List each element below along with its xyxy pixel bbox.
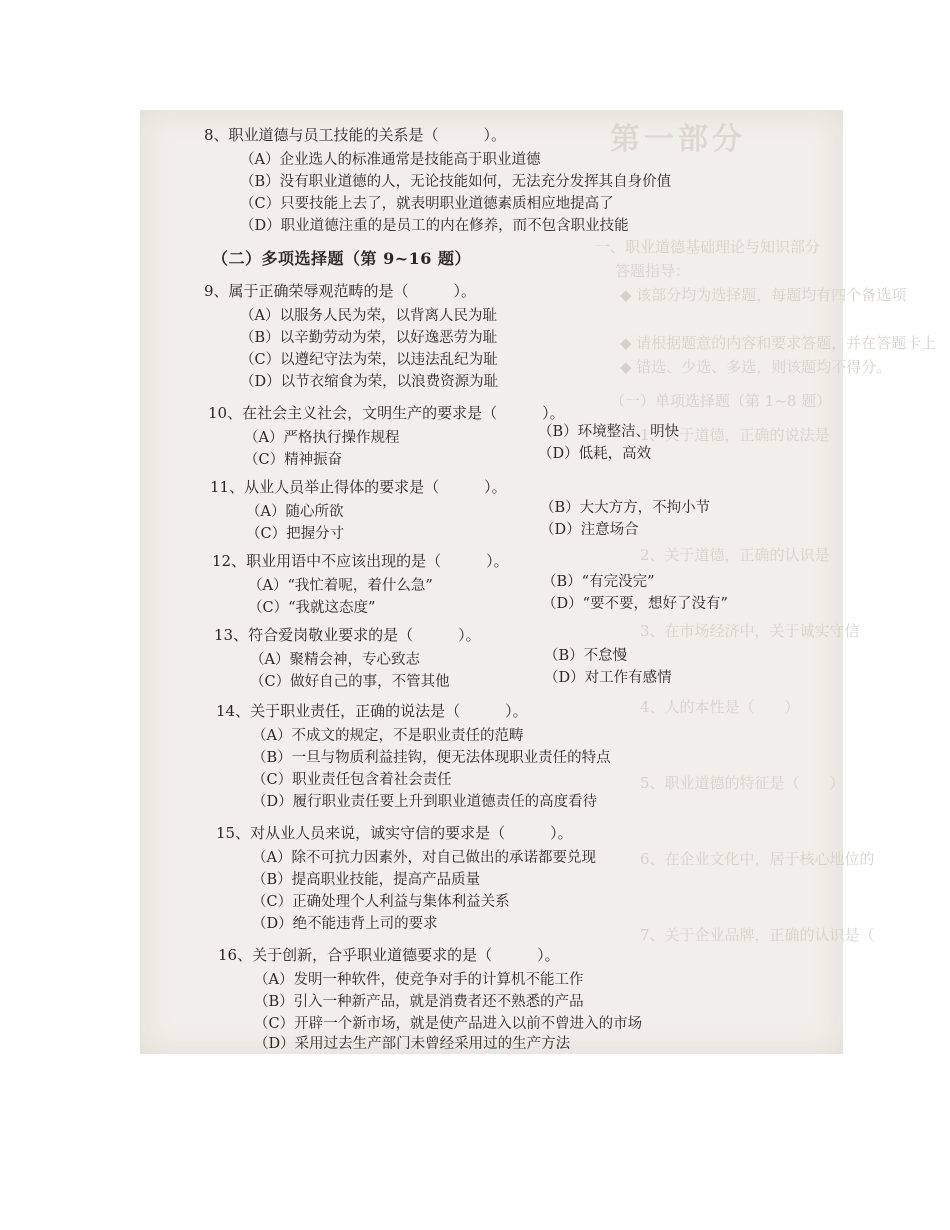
option: （D）履行职业责任要上升到职业道德责任的高度看待 (252, 794, 598, 810)
option: （A）除不可抗力因素外，对自己做出的承诺都要兑现 (252, 850, 596, 866)
option: （A）企业选人的标准通常是技能高于职业道德 (240, 152, 541, 168)
option: （C）以遵纪守法为荣，以违法乱纪为耻 (240, 352, 498, 368)
option: （C）职业责任包含着社会责任 (252, 772, 452, 788)
show-through-line: ◆ 请根据题意的内容和要求答题，并在答题卡上 (620, 334, 937, 352)
scanned-page (140, 110, 937, 1054)
question-stem: 12、职业用语中不应该出现的是（ ）。 (212, 552, 509, 570)
option: （B）不怠慢 (544, 648, 628, 664)
option: （D）低耗，高效 (538, 446, 652, 462)
show-through-line: 4、人的本性是（ ） (640, 698, 800, 716)
show-through-line: 1、关于道德，正确的说法是 (640, 426, 830, 444)
option: （A）“我忙着呢，着什么急” (248, 578, 433, 594)
question-stem: 11、从业人员举止得体的要求是（ ）。 (210, 478, 507, 496)
question-stem: 15、对从业人员来说，诚实守信的要求是（ ）。 (216, 824, 573, 842)
option: （C）把握分寸 (246, 526, 345, 542)
show-through-line: 5、职业道德的特征是（ ） (640, 774, 845, 792)
option: （B）一旦与物质利益挂钩，便无法体现职业责任的特点 (252, 750, 611, 766)
option: （D）绝不能违背上司的要求 (252, 916, 438, 932)
show-through-line: 3、在市场经济中，关于诚实守信 (640, 622, 860, 640)
section-heading: （二）多项选择题（第 9~16 题） (212, 249, 471, 268)
option: （A）不成文的规定，不是职业责任的范畴 (252, 728, 524, 744)
question-stem: 16、关于创新，合乎职业道德要求的是（ ）。 (218, 946, 560, 964)
option: （A）严格执行操作规程 (244, 430, 400, 446)
option: （A）发明一种软件，使竞争对手的计算机不能工作 (254, 972, 584, 988)
show-through-line: 2、关于道德，正确的认识是 (640, 546, 830, 564)
option: （B）“有完没完” (542, 574, 655, 590)
option: （D）“要不要，想好了没有” (542, 596, 728, 612)
option: （C）精神振奋 (244, 452, 343, 468)
option: （C）“我就这态度” (248, 600, 376, 616)
show-through-line: （一）单项选择题（第 1~8 题） (610, 392, 832, 410)
option: （A）聚精会神，专心致志 (250, 652, 420, 668)
option: （C）正确处理个人利益与集体利益关系 (252, 894, 510, 910)
option: （A）以服务人民为荣，以背离人民为耻 (240, 308, 497, 324)
option: （B）大大方方，不拘小节 (540, 500, 711, 516)
option: （B）提高职业技能，提高产品质量 (252, 872, 481, 888)
option: （C）开辟一个新市场，就是使产品进入以前不曾进入的市场 (254, 1016, 643, 1032)
option: （D）注意场合 (540, 522, 639, 538)
show-through-line: 答题指导： (615, 262, 691, 280)
option: （D）以节衣缩食为荣，以浪费资源为耻 (240, 374, 499, 390)
show-through-line: ◆ 该部分均为选择题，每题均有四个备选项 (620, 286, 907, 304)
show-through-line: 6、在企业文化中，居于核心地位的 (640, 850, 875, 868)
option: （D）职业道德注重的是员工的内在修养，而不包含职业技能 (240, 218, 629, 234)
question-stem: 8、职业道德与员工技能的关系是（ ）。 (204, 126, 507, 144)
option: （B）以辛勤劳动为荣，以好逸恶劳为耻 (240, 330, 498, 346)
question-stem: 13、符合爱岗敬业要求的是（ ）。 (214, 626, 481, 644)
option: （D）采用过去生产部门未曾经采用过的生产方法 (254, 1036, 571, 1052)
show-through-line: 一、职业道德基础理论与知识部分 (595, 238, 821, 256)
option: （C）只要技能上去了，就表明职业道德素质相应地提高了 (240, 196, 614, 212)
question-stem: 14、关于职业责任，正确的说法是（ ）。 (216, 702, 528, 720)
show-through-line: 7、关于企业品牌，正确的认识是（ (640, 926, 875, 944)
question-stem: 9、属于正确荣辱观范畴的是（ ）。 (204, 282, 477, 300)
option: （D）对工作有感情 (544, 670, 672, 686)
option: （B）引入一种新产品，就是消费者还不熟悉的产品 (254, 994, 584, 1010)
show-through-line: ◆ 错选、少选、多选，则该题均不得分。 (620, 358, 892, 376)
option: （B）没有职业道德的人，无论技能如何，无法充分发挥其自身价值 (240, 174, 672, 190)
option: （C）做好自己的事，不管其他 (250, 674, 450, 690)
question-stem: 10、在社会主义社会，文明生产的要求是（ ）。 (208, 404, 565, 422)
option: （A）随心所欲 (246, 504, 344, 520)
option: （B）环境整洁、明快 (538, 424, 680, 440)
show-through-title: 第一部分 (610, 122, 746, 157)
